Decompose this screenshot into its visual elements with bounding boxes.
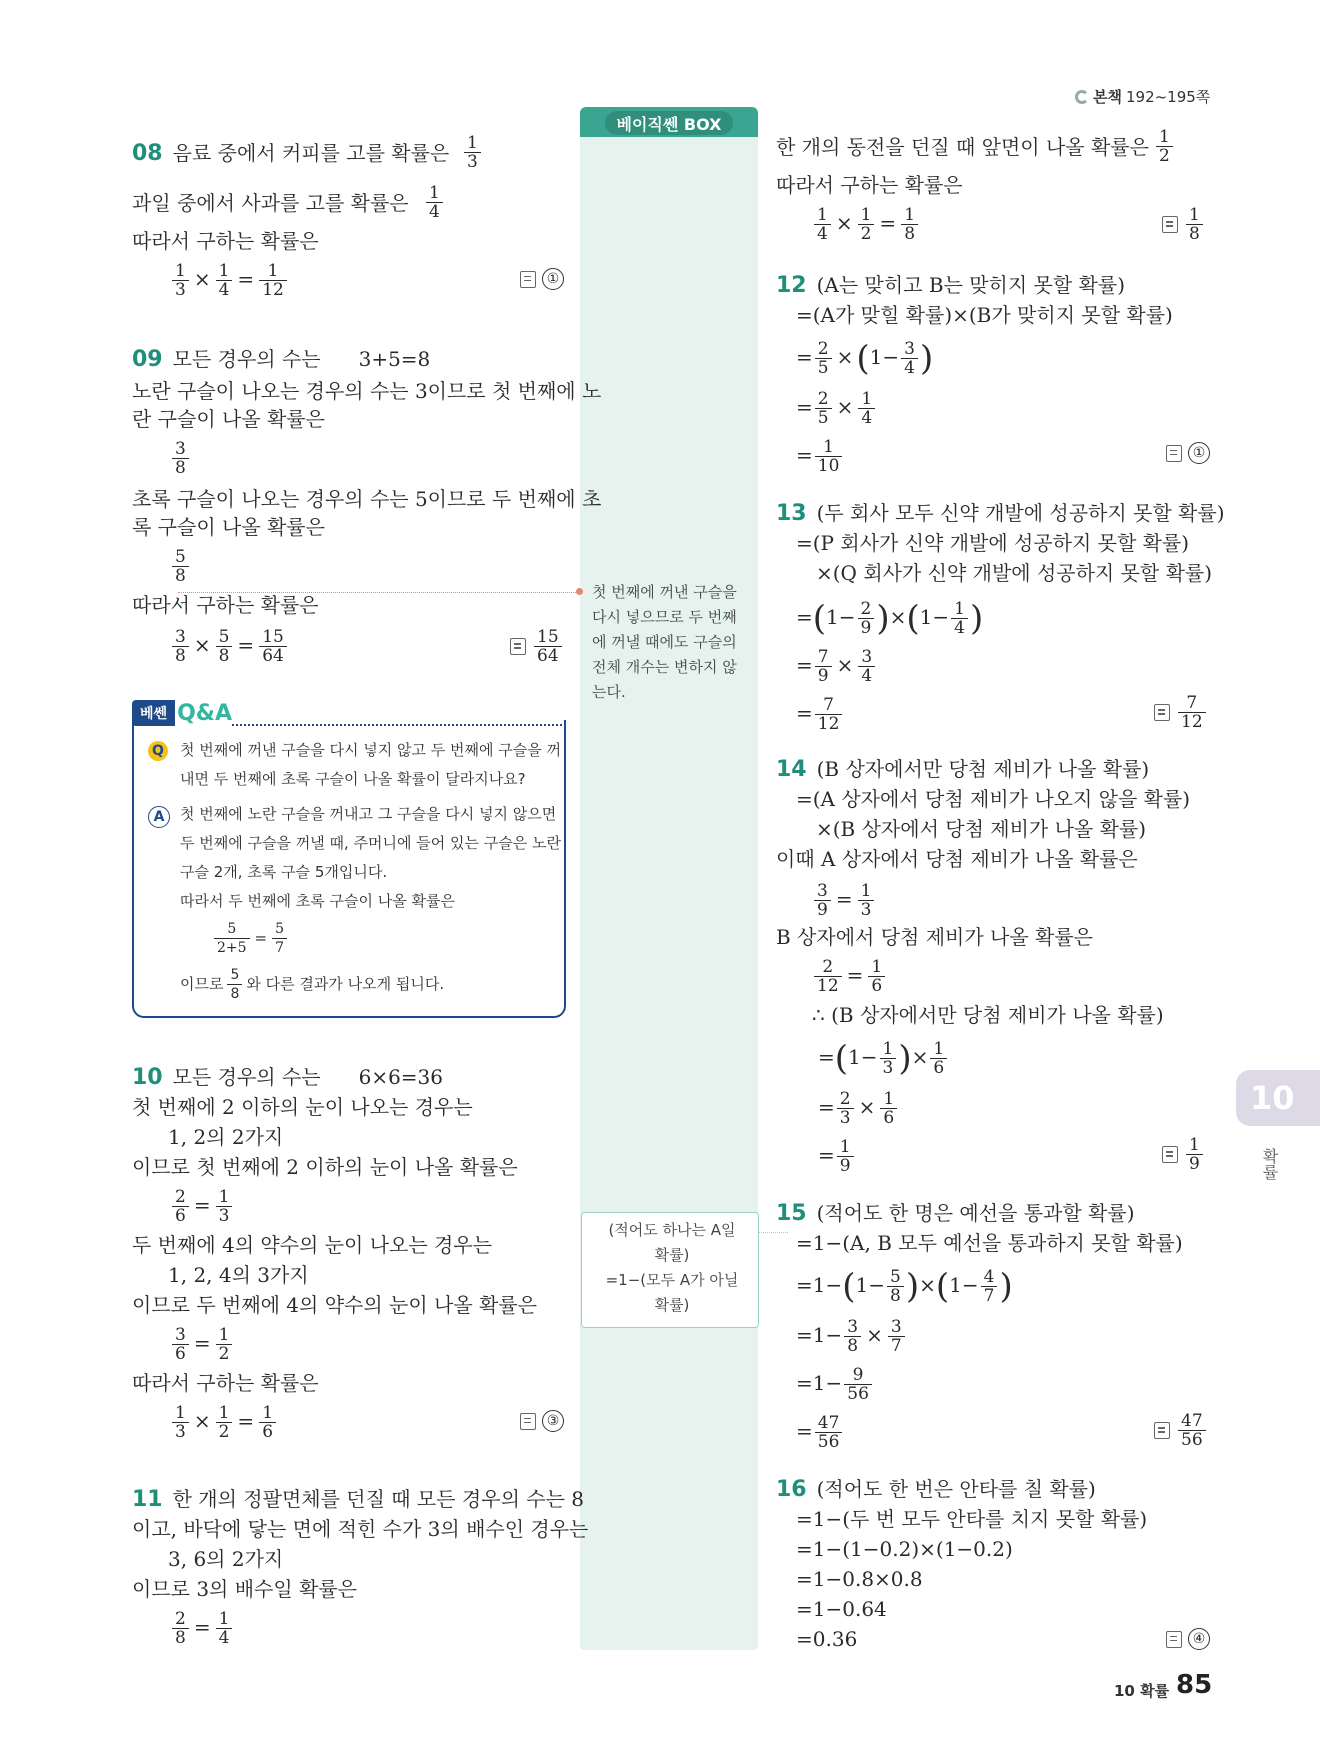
- p14-line3: ×(B 상자에서 당첨 제비가 나올 확률): [816, 817, 1147, 841]
- p08-frac1: $\frac{1}{3}$: [462, 134, 483, 171]
- p09-frac2: $\frac{5}{8}$: [170, 548, 191, 585]
- qa-answer: 첫 번째에 노란 구슬을 꺼내고 그 구슬을 다시 넣지 않으면 두 번째에 구슬을 꺼낼 때, 주머니에 들어 있는 구슬은 노란 구슬 2개, 초록 구슬 5개입니다. 따라서 두 번째에 초록 구슬이 나올 확률은: [180, 805, 561, 910]
- qa-eq: $\frac{5}{2+5}$ = $\frac{5}{7}$: [212, 920, 289, 957]
- p14-answer: $\frac{1}{9}$: [1162, 1136, 1205, 1173]
- p14-step1: =(1− $\frac{1}{3}$ )× $\frac{1}{6}$: [818, 1040, 949, 1077]
- p10-line3: 1, 2의 2가지: [168, 1125, 284, 1149]
- p11-eq: $\frac{2}{8}$ = $\frac{1}{4}$: [170, 1610, 234, 1647]
- p10-eq3: $\frac{1}{3}$ × $\frac{1}{2}$ = $\frac{1}{6}$: [170, 1404, 278, 1441]
- p10-eq2: $\frac{3}{6}$ = $\frac{1}{2}$: [170, 1326, 234, 1363]
- p16-line4: =1−0.8×0.8: [796, 1567, 923, 1591]
- p10-line2: 첫 번째에 2 이하의 눈이 나오는 경우는: [132, 1095, 473, 1119]
- p10-line4: 이므로 첫 번째에 2 이하의 눈이 나올 확률은: [132, 1155, 518, 1179]
- p14-eq2: $\frac{2}{12}$ = $\frac{1}{6}$: [812, 958, 887, 995]
- answer-icon: [1166, 1631, 1182, 1648]
- p10-line1: 10 모든 경우의 수는 6×6=36: [132, 1065, 444, 1090]
- book-icon: [1075, 90, 1089, 104]
- chapter-tab: 10: [1236, 1070, 1320, 1126]
- p11-line3: 3, 6의 2가지: [168, 1547, 284, 1571]
- p08-frac2: $\frac{1}{4}$: [424, 184, 445, 221]
- p09-line5: 록 구슬이 나올 확률은: [132, 515, 325, 539]
- p09-line3: 란 구슬이 나올 확률은: [132, 407, 325, 431]
- note2-connector: [758, 1232, 788, 1233]
- p13-line1: 13 (두 회사 모두 신약 개발에 성공하지 못할 확률): [776, 501, 1225, 526]
- chapter-tab-label: 확률: [1260, 1148, 1279, 1180]
- qa-header: [132, 700, 232, 726]
- p16-line5: =1−0.64: [796, 1597, 887, 1621]
- p08-eq: $\frac{1}{3}$ × $\frac{1}{4}$ = $\frac{1}{12}$: [170, 262, 289, 299]
- p16-line1: 16 (적어도 한 번은 안타를 칠 확률): [776, 1477, 1096, 1502]
- p10-answer: ③: [520, 1410, 564, 1432]
- answer-icon: [1162, 216, 1178, 233]
- p12-step3: = $\frac{1}{10}$: [796, 438, 844, 475]
- p16-line3: =1−(1−0.2)×(1−0.2): [796, 1537, 1013, 1561]
- answer-icon: [1154, 1422, 1170, 1439]
- page-number: 85: [1176, 1670, 1213, 1700]
- page-ref: [1075, 86, 1210, 107]
- p11c-line1: 한 개의 동전을 던질 때 앞면이 나올 확률은: [776, 135, 1149, 159]
- p08-answer: ①: [520, 268, 564, 290]
- p08-line3: 따라서 구하는 확률은: [132, 229, 319, 253]
- p11-answer: $\frac{1}{8}$: [1162, 206, 1205, 243]
- qa-conclusion: 이므로 $\frac{5}{8}$ 와 다른 결과가 나오게 됩니다.: [180, 967, 445, 1002]
- p11c-line2: 따라서 구하는 확률은: [776, 173, 963, 197]
- answer-icon: [1166, 445, 1182, 462]
- p14-line6: ∴ (B 상자에서만 당첨 제비가 나올 확률): [812, 1003, 1164, 1027]
- p12-line1: 12 (A는 맞히고 B는 맞히지 못할 확률): [776, 273, 1125, 298]
- ref-book: 본책: [1093, 88, 1122, 106]
- p16-answer: ④: [1166, 1628, 1210, 1650]
- note-dot: [576, 588, 583, 595]
- basic-box-title: 베이직쎈 BOX: [605, 111, 733, 135]
- p10-line7: 이므로 두 번째에 4의 약수의 눈이 나올 확률은: [132, 1293, 537, 1317]
- p16-line6: =0.36: [796, 1627, 858, 1651]
- p13-step3: = $\frac{7}{12}$: [796, 696, 844, 733]
- note-atleast: (적어도 하나는 A일 확률) =1−(모두 A가 아닐 확률): [605, 1221, 739, 1314]
- p13-step2: = $\frac{7}{9}$ × $\frac{3}{4}$: [796, 648, 877, 685]
- p15-step1: =1−(1− $\frac{5}{8}$ )×(1− $\frac{4}{7}$ ): [796, 1266, 1013, 1307]
- p12-step1: = $\frac{2}{5}$ ×(1− $\frac{3}{4}$ ): [796, 338, 934, 379]
- p09-line4: 초록 구슬이 나오는 경우의 수는 5이므로 두 번째에 초: [132, 487, 602, 511]
- p15-line1: 15 (적어도 한 명은 예선을 통과할 확률): [776, 1201, 1135, 1226]
- p11-line1: 11 한 개의 정팔면체를 던질 때 모든 경우의 수는 8: [132, 1487, 584, 1512]
- p10-line6: 1, 2, 4의 3가지: [168, 1263, 309, 1287]
- basic-box-column: [580, 120, 758, 1650]
- p14-step2: = $\frac{2}{3}$ × $\frac{1}{6}$: [818, 1090, 899, 1127]
- p15-step2: =1− $\frac{3}{8}$ × $\frac{3}{7}$: [796, 1318, 907, 1355]
- question-icon: Q: [148, 741, 168, 761]
- p14-step3: = $\frac{1}{9}$: [818, 1138, 856, 1175]
- p13-answer: $\frac{7}{12}$: [1154, 694, 1208, 731]
- p09-line1: 09 모든 경우의 수는 3+5=8: [132, 347, 431, 372]
- answer-icon: [1154, 704, 1170, 721]
- p09-line6: 따라서 구하는 확률은: [132, 593, 319, 617]
- answer-badge-icon: A: [148, 806, 170, 828]
- p11c-eq: $\frac{1}{4}$ × $\frac{1}{2}$ = $\frac{1}{8}$: [812, 206, 920, 243]
- p11-line4: 이므로 3의 배수일 확률은: [132, 1577, 357, 1601]
- p09-frac1: $\frac{3}{8}$: [170, 440, 191, 477]
- p14-line1: 14 (B 상자에서만 당첨 제비가 나올 확률): [776, 757, 1150, 782]
- p14-line2: =(A 상자에서 당첨 제비가 나오지 않을 확률): [796, 787, 1191, 811]
- p11c-frac1: $\frac{1}{2}$: [1154, 128, 1175, 165]
- p12-answer: ①: [1166, 442, 1210, 464]
- qa-question: 첫 번째에 꺼낸 구슬을 다시 넣지 않고 두 번째에 구슬을 꺼 내면 두 번째에 초록 구슬이 나올 확률이 달라지나요?: [180, 741, 561, 788]
- p14-eq1: $\frac{3}{9}$ = $\frac{1}{3}$: [812, 882, 876, 919]
- p12-line2: =(A가 맞힐 확률)×(B가 맞히지 못할 확률): [796, 303, 1173, 327]
- qa-divider: [232, 724, 562, 726]
- answer-icon: [520, 1413, 536, 1430]
- p15-step4: = $\frac{47}{56}$: [796, 1414, 844, 1451]
- p14-line5: B 상자에서 당첨 제비가 나올 확률은: [776, 925, 1093, 949]
- p09-answer: $\frac{15}{64}$: [510, 628, 564, 665]
- qa-tag: 베쎈: [132, 700, 175, 726]
- p12-step2: = $\frac{2}{5}$ × $\frac{1}{4}$: [796, 390, 877, 427]
- p14-line4: 이때 A 상자에서 당첨 제비가 나올 확률은: [776, 847, 1138, 871]
- p15-step3: =1− $\frac{9}{56}$: [796, 1366, 874, 1403]
- p16-line2: =1−(두 번 모두 안타를 치지 못할 확률): [796, 1507, 1148, 1531]
- ref-pages: 192~195쪽: [1125, 88, 1211, 106]
- problem-number: 08: [132, 141, 163, 166]
- p13-line3: ×(Q 회사가 신약 개발에 성공하지 못할 확률): [816, 561, 1213, 585]
- p08-line2: 과일 중에서 사과를 고를 확률은: [132, 191, 409, 215]
- p13-line2: =(P 회사가 신약 개발에 성공하지 못할 확률): [796, 531, 1190, 555]
- p08-line1: 08 음료 중에서 커피를 고를 확률은: [132, 141, 450, 166]
- p13-step1: =(1− $\frac{2}{9}$ )×(1− $\frac{1}{4}$ ): [796, 598, 984, 639]
- answer-icon: [520, 271, 536, 288]
- answer-icon: [510, 638, 526, 655]
- p15-answer: $\frac{47}{56}$: [1154, 1412, 1208, 1449]
- p09-line2: 노란 구슬이 나오는 경우의 수는 3이므로 첫 번째에 노: [132, 379, 602, 403]
- footer-chapter: 10 확률: [1114, 1682, 1170, 1700]
- p09-eq: $\frac{3}{8}$ × $\frac{5}{8}$ = $\frac{15}{64}$: [170, 628, 289, 665]
- p10-line5: 두 번째에 4의 약수의 눈이 나오는 경우는: [132, 1233, 492, 1257]
- qa-logo: Q&A: [177, 700, 232, 726]
- p10-eq1: $\frac{2}{6}$ = $\frac{1}{3}$: [170, 1188, 234, 1225]
- p15-line2: =1−(A, B 모두 예선을 통과하지 못할 확률): [796, 1231, 1183, 1255]
- answer-icon: [1162, 1146, 1178, 1163]
- p11-line2: 이고, 바닥에 닿는 면에 적힌 수가 3의 배수인 경우는: [132, 1517, 589, 1541]
- p10-line8: 따라서 구하는 확률은: [132, 1371, 319, 1395]
- note-marble: 첫 번째에 꺼낸 구슬을 다시 넣으므로 두 번째 에 꺼낼 때에도 구슬의 전체 개수는 변하지 않 는다.: [592, 583, 737, 701]
